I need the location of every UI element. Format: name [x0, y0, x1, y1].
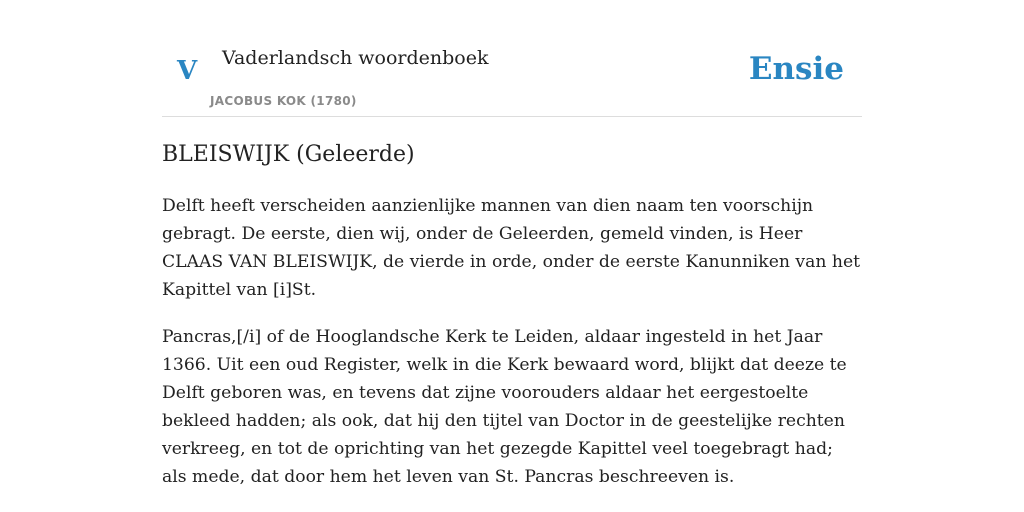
entry-title: BLEISWIJK (Geleerde) — [162, 142, 415, 167]
brand-logo-link[interactable]: Ensie — [748, 51, 844, 87]
entry-paragraph: Pancras,[/i] of de Hooglandsche Kerk te Leiden, aldaar ingesteld in het Jaar 1366. Uit een oud Register, welk in die Kerk bewaard word, blijkt dat deeze te Delft geboren was, en tevens dat zijne voorouders aldaar het eergestoelte bekleed hadden; als ook, dat hij den tijtel van Doctor in de geestelijke rechten verkreeg, en tot de oprichting van het gezegde Kapittel veel toegebragt had; als mede, dat door hem het leven van St. Pancras beschreeven is. — [162, 327, 847, 487]
book-author: JACOBUS KOK (1780) — [210, 94, 357, 108]
header — [162, 0, 862, 117]
entry-body — [162, 192, 862, 510]
book-title-link[interactable]: Vaderlandsch woordenboek — [222, 47, 489, 69]
entry-paragraph: Delft heeft verscheiden aanzienlijke mannen van dien naam ten voorschijn gebragt. De eerste, dien wij, onder de Geleerden, gemeld vinden, is Heer CLAAS VAN BLEISWIJK, de vierde in orde, onder de eerste Kanunniken van het Kapittel van [i]St. — [162, 196, 861, 300]
page — [162, 0, 862, 487]
book-letter-badge[interactable]: V — [177, 56, 198, 86]
